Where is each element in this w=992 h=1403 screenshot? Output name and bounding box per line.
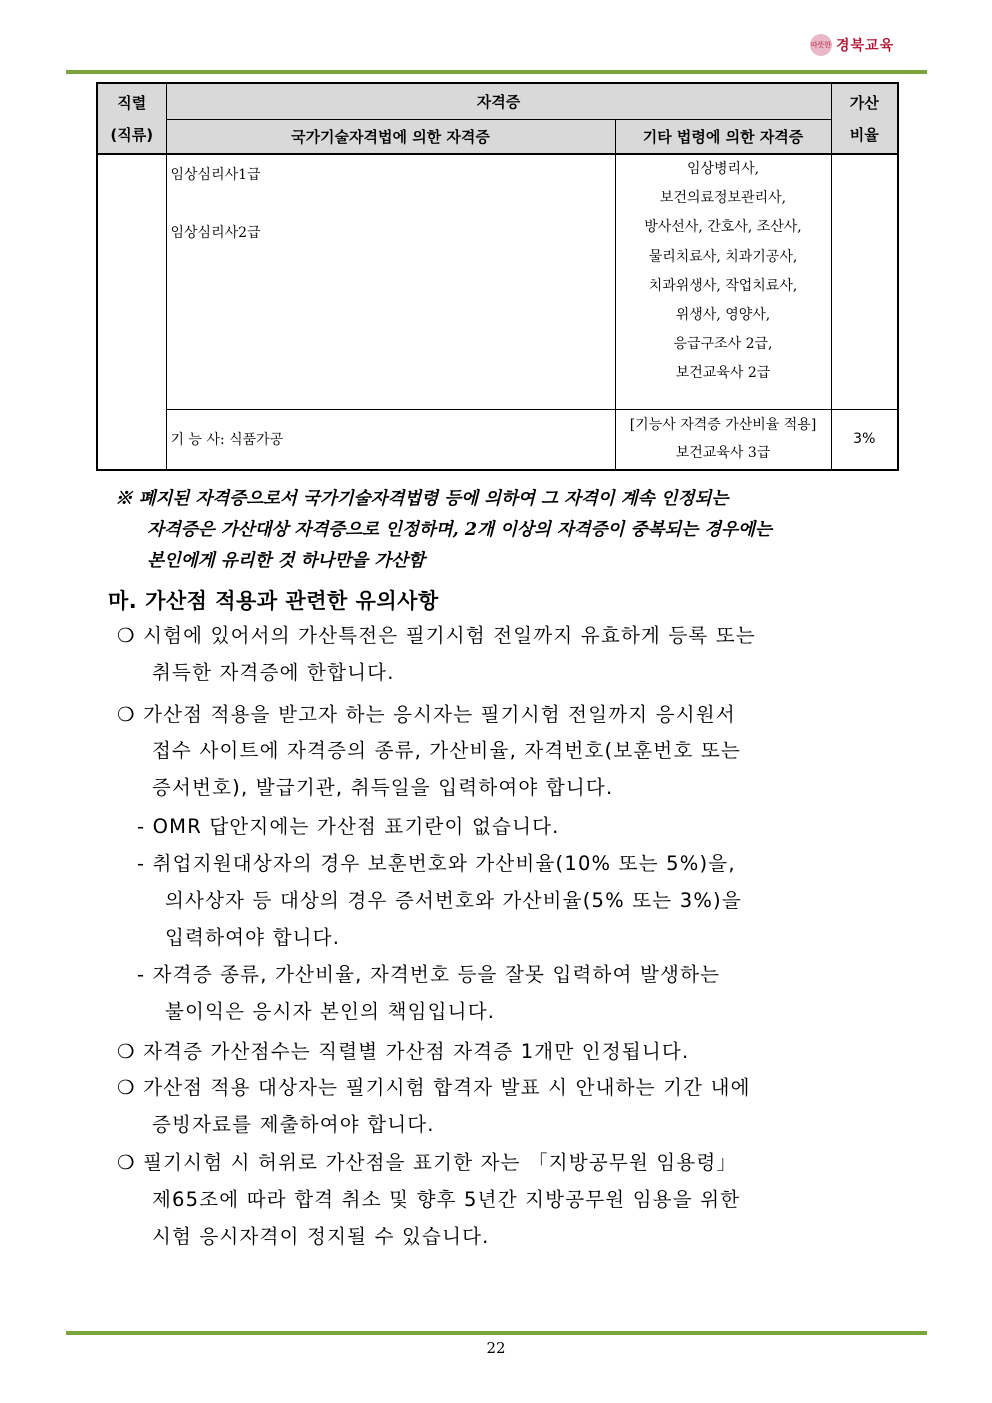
notice-line: 시험 응시자격이 정지될 수 있습니다. — [152, 1225, 490, 1248]
rate-cell-craftsman: 3% — [831, 410, 898, 470]
other-cert-item: 임상병리사, — [686, 161, 760, 177]
header-series-line2: (직류) — [110, 125, 154, 144]
header-rate — [831, 83, 898, 154]
notice-line: ❍ 가산점 적용을 받고자 하는 응시자는 필기시험 전일까지 응시원서 — [117, 703, 736, 726]
notice-line: - 자격증 종류, 가산비율, 자격번호 등을 잘못 입력하여 발생하는 — [137, 963, 721, 986]
logo-seal-icon — [810, 34, 832, 56]
notice-line: 입력하여야 합니다. — [165, 926, 341, 949]
header-series — [97, 83, 166, 154]
logo-text: 경북교육 — [836, 38, 895, 54]
notice-line: ❍ 자격증 가산점수는 직렬별 가산점 자격증 1개만 인정됩니다. — [117, 1040, 690, 1063]
header-logo — [810, 32, 900, 58]
note-line: ※ 폐지된 자격증으로서 국가기술자격법령 등에 의하여 그 자격이 계속 인정되는 — [115, 489, 729, 509]
national-cert-craftsman: 기 능 사: 식품가공 — [166, 410, 615, 470]
header-certificates: 자격증 — [166, 83, 831, 119]
other-cert-item: 물리치료사, 치과기공사, — [648, 248, 798, 265]
notice-line: 증빙자료를 제출하여야 합니다. — [152, 1113, 435, 1136]
notice-line: 접수 사이트에 자격증의 종류, 가산비율, 자격번호(보훈번호 또는 — [152, 739, 741, 762]
qualification-table — [96, 82, 899, 471]
other-cert-item: 보건교육사 2급 — [675, 365, 771, 382]
notice-line: - OMR 답안지에는 가산점 표기란이 없습니다. — [137, 815, 560, 838]
notice-line: ❍ 필기시험 시 허위로 가산점을 표기한 자는 「지방공무원 임용령」 — [117, 1151, 738, 1174]
national-cert-item: 임상심리사2급 — [170, 225, 261, 241]
notice-line: 취득한 자격증에 한합니다. — [152, 661, 395, 684]
other-cert-craftsman-line2: 보건교육사 3급 — [675, 445, 771, 462]
note-line: 자격증은 가산대상 자격증으로 인정하며, 2개 이상의 자격증이 중복되는 경우에는 — [147, 520, 772, 540]
notice-line: ❍ 시험에 있어서의 가산특전은 필기시험 전일까지 유효하게 등록 또는 — [117, 624, 756, 647]
other-cert-item: 보건의료정보관리사, — [659, 190, 787, 207]
header-other-certificates: 기타 법령에 의한 자격증 — [615, 119, 831, 154]
notice-line: 증서번호), 발급기관, 취득일을 입력하여야 합니다. — [152, 776, 614, 799]
other-cert-craftsman-line1: [기능사 자격증 가산비율 적용] — [629, 417, 817, 434]
notice-line: 불이익은 응시자 본인의 책임입니다. — [165, 1000, 496, 1023]
page-number: 22 — [486, 1339, 506, 1357]
notice-line: - 취업지원대상자의 경우 보훈번호와 가산비율(10% 또는 5%)을, — [137, 852, 736, 875]
other-cert-item: 치과위생사, 작업치료사, — [648, 277, 798, 294]
header-rate-line2: 비율 — [849, 125, 879, 144]
header-series-line1: 직렬 — [117, 93, 147, 112]
notice-line: 의사상자 등 대상의 경우 증서번호와 가산비율(5% 또는 3%)을 — [165, 889, 742, 912]
other-cert-craftsman — [615, 410, 831, 470]
other-cert-list — [615, 154, 831, 410]
national-cert-list — [166, 154, 615, 410]
note-block — [115, 484, 905, 577]
logo-seal-text: 따뜻한 — [810, 41, 832, 49]
national-cert-item — [171, 190, 609, 219]
notice-line: 제65조에 따라 합격 취소 및 향후 5년간 지방공무원 임용을 위한 — [152, 1188, 741, 1211]
series-cell — [97, 154, 166, 470]
section-title: 마. 가산점 적용과 관련한 유의사항 — [108, 589, 439, 613]
other-cert-item: 응급구조사 2급, — [673, 336, 773, 353]
top-rule — [66, 70, 927, 74]
header-national-certificates: 국가기술자격법에 의한 자격증 — [166, 119, 615, 154]
header-rate-line1: 가산 — [849, 93, 879, 112]
other-cert-item: 위생사, 영양사, — [675, 307, 771, 324]
rate-cell — [831, 154, 898, 410]
note-line: 본인에게 유리한 것 하나만을 가산함 — [147, 551, 425, 571]
national-cert-item: 임상심리사1급 — [170, 167, 261, 183]
bottom-rule — [66, 1331, 927, 1335]
notice-line: ❍ 가산점 적용 대상자는 필기시험 합격자 발표 시 안내하는 기간 내에 — [117, 1076, 751, 1099]
other-cert-item: 방사선사, 간호사, 조산사, — [644, 219, 802, 236]
